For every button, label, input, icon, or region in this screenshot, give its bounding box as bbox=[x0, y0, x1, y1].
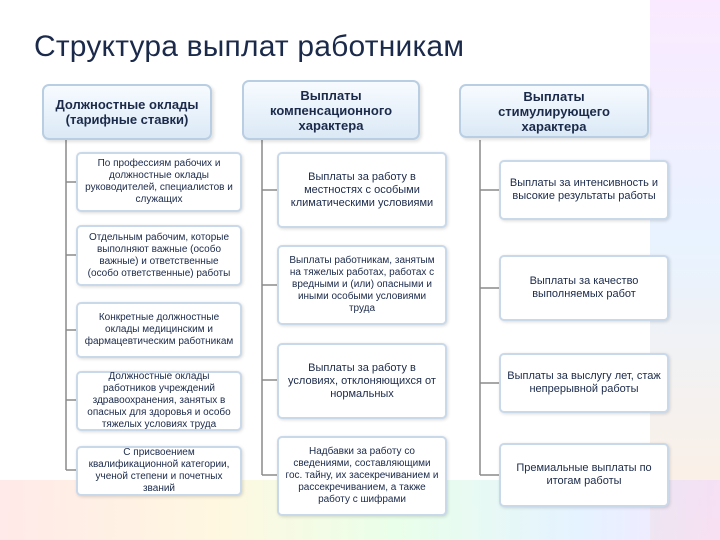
page-title: Структура выплат работникам bbox=[34, 30, 465, 63]
col3-item-4: Премиальные выплаты по итогам работы bbox=[499, 443, 669, 507]
column-header-compensation: Выплаты компенсационного характера bbox=[242, 80, 420, 140]
col2-item-3: Выплаты за работу в условиях, отклоняющихся от нормальных bbox=[277, 343, 447, 419]
col1-item-3: Конкретные должностные оклады медицинским и фармацевтическим работникам bbox=[76, 302, 242, 358]
col3-item-2: Выплаты за качество выполняемых работ bbox=[499, 255, 669, 321]
column-header-salaries: Должностные оклады (тарифные ставки) bbox=[42, 84, 212, 140]
col3-item-3: Выплаты за выслугу лет, стаж непрерывной работы bbox=[499, 353, 669, 413]
col3-item-1: Выплаты за интенсивность и высокие результаты работы bbox=[499, 160, 669, 220]
col2-item-2: Выплаты работникам, занятым на тяжелых работах, работах с вредными и (или) опасными и иными особыми условиями труда bbox=[277, 245, 447, 325]
col1-item-5: С присвоением квалификационной категории, ученой степени и почетных званий bbox=[76, 446, 242, 496]
col2-item-4: Надбавки за работу со сведениями, составляющими гос. тайну, их засекречиванием и рассекречиванием, а также работу с шифрами bbox=[277, 436, 447, 516]
column-header-incentive: Выплаты стимулирующего характера bbox=[459, 84, 649, 138]
col1-item-2: Отдельным рабочим, которые выполняют важные (особо важные) и ответственные (особо ответственные) работы bbox=[76, 225, 242, 286]
col2-item-1: Выплаты за работу в местностях с особыми климатическими условиями bbox=[277, 152, 447, 228]
col1-item-1: По профессиям рабочих и должностные оклады руководителей, специалистов и служащих bbox=[76, 152, 242, 212]
col1-item-4: Должностные оклады работников учреждений здравоохранения, занятых в опасных для здоровья и особо тяжелых условиях труда bbox=[76, 371, 242, 431]
